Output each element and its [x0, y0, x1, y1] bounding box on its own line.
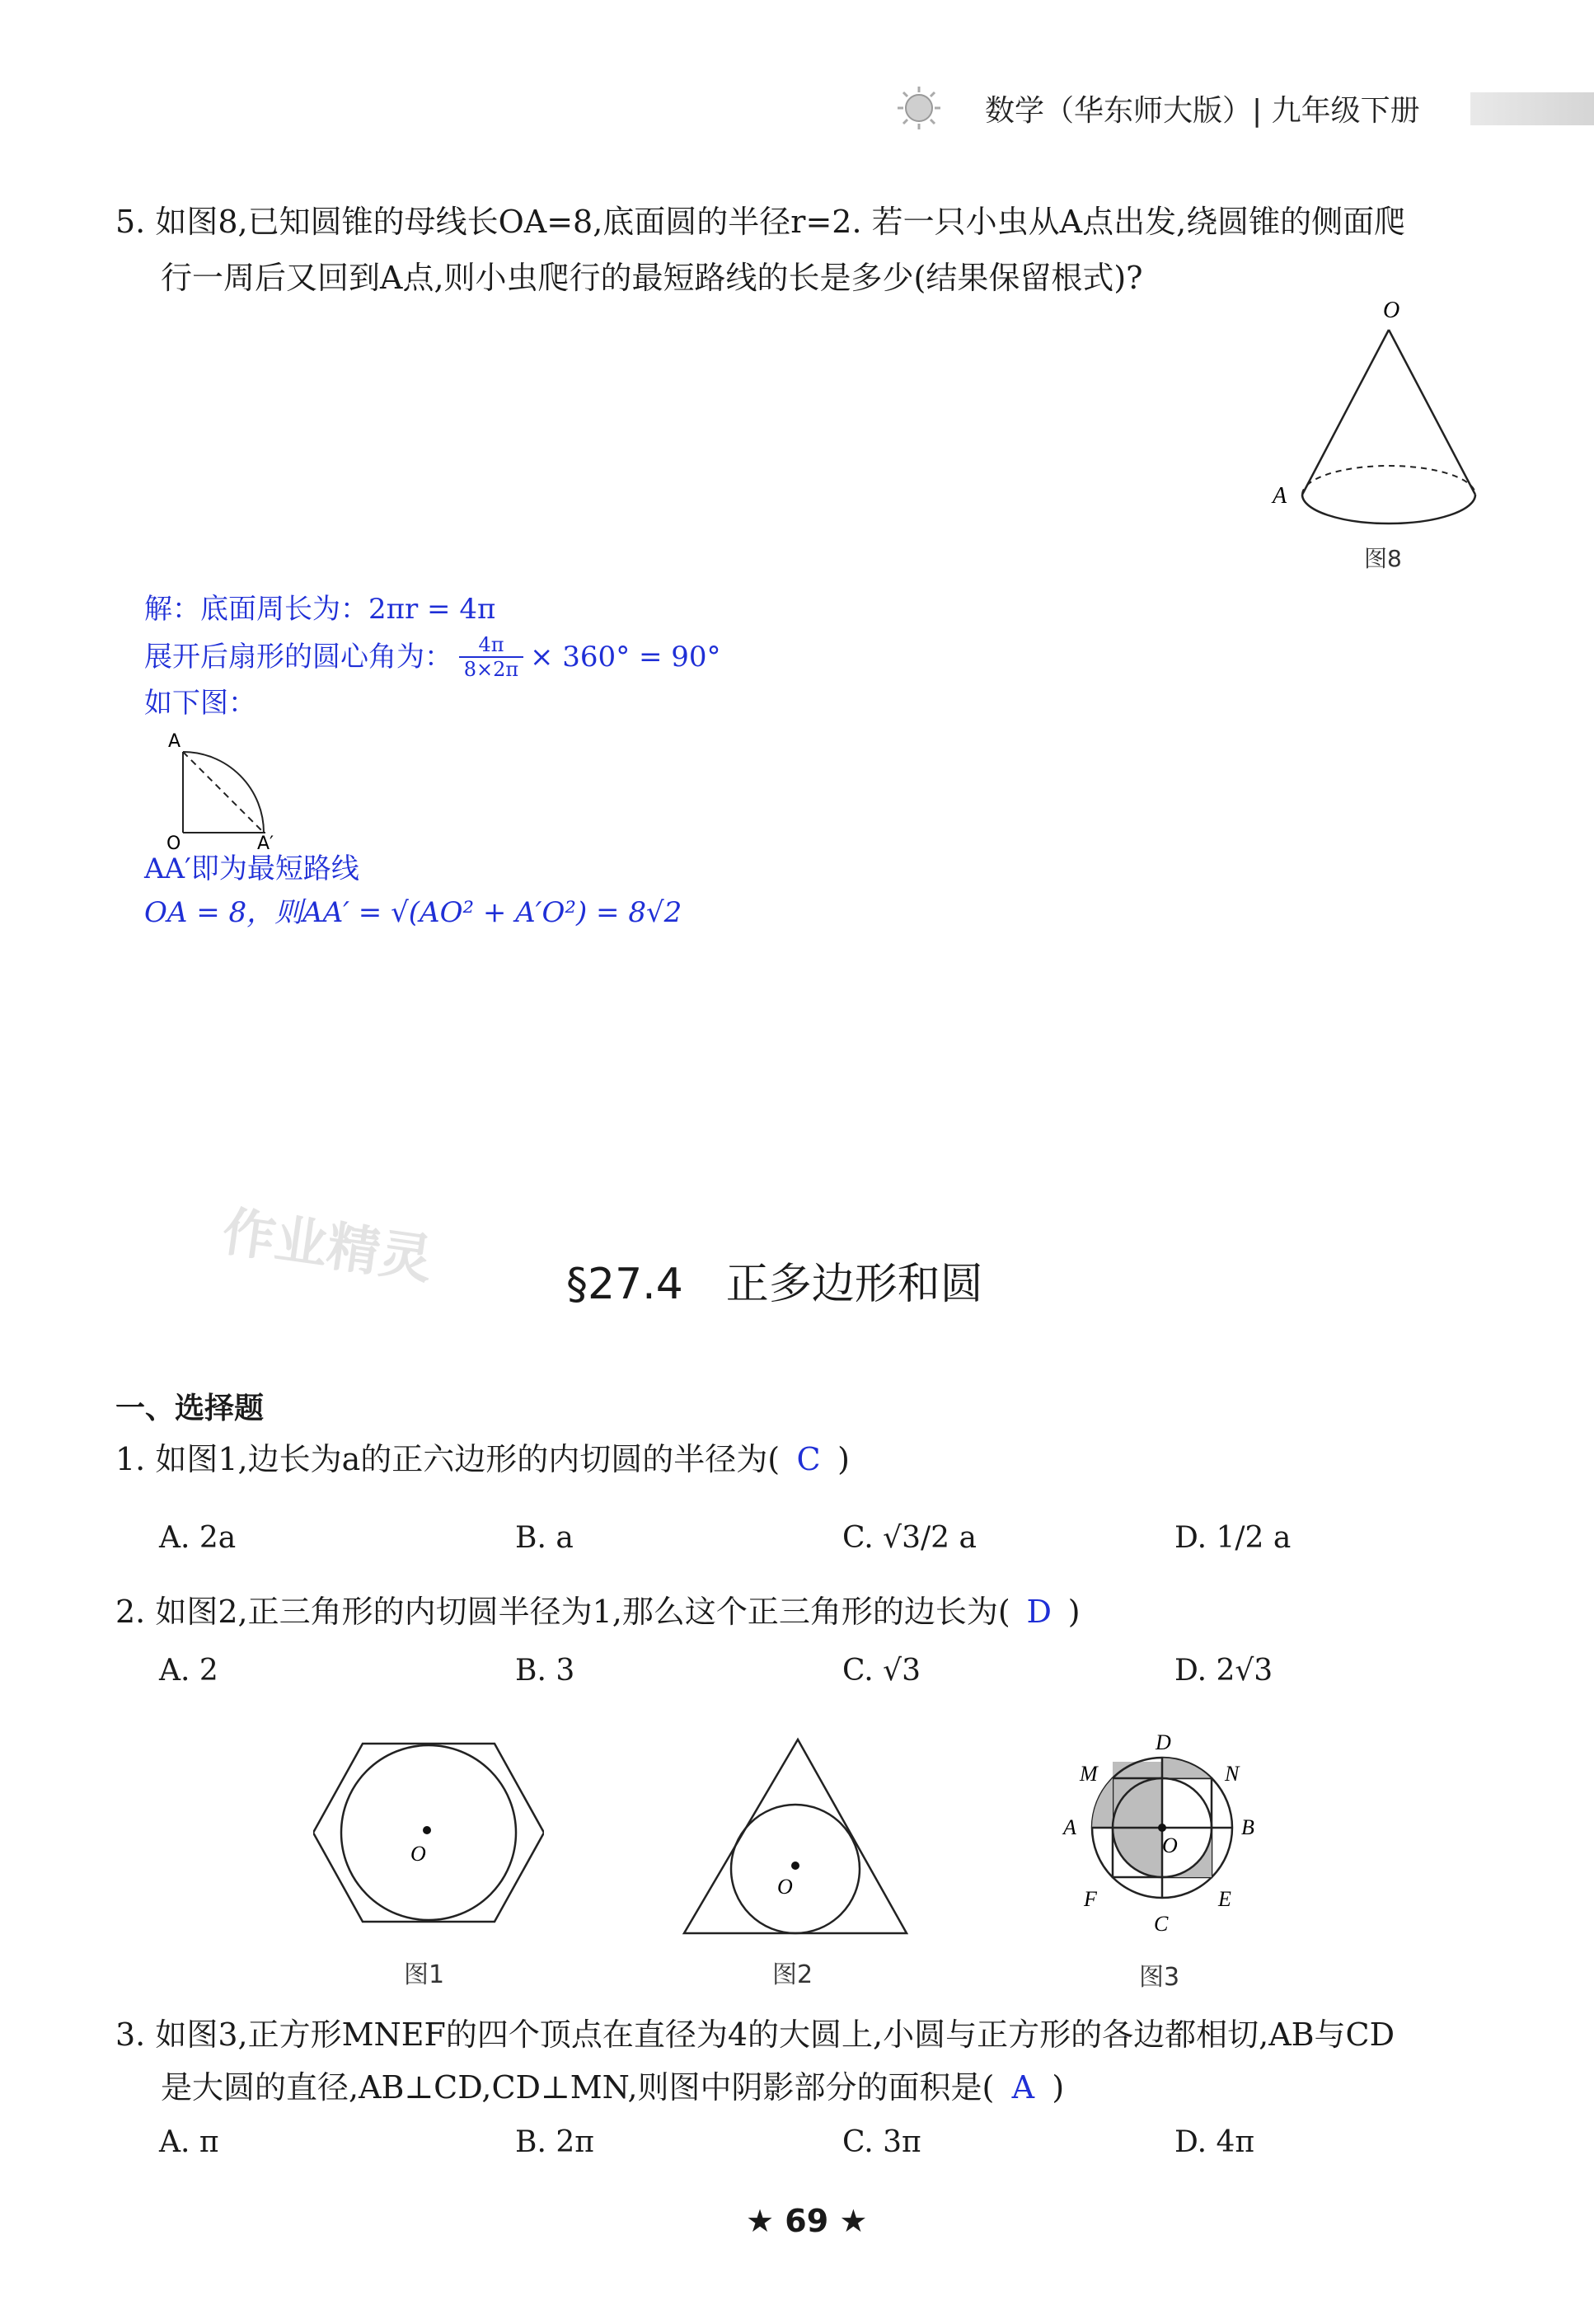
q1-option-d: D. 1/2 a	[1174, 1521, 1292, 1555]
fig3-label-n: N	[1225, 1762, 1240, 1786]
fig3-label-o: O	[1162, 1833, 1178, 1857]
solution-line5: OA = 8，则AA′ = √(AO² + A′O²) = 8√2	[144, 896, 682, 929]
fig3-label-f: F	[1084, 1887, 1097, 1911]
q2-option-b: B. 3	[515, 1654, 575, 1688]
q3-option-b: B. 2π	[515, 2125, 594, 2159]
fig2-caption: 图2	[772, 1960, 813, 1989]
q3-option-a: A. π	[159, 2125, 219, 2159]
section-heading: 一、选择题	[115, 1392, 265, 1425]
fig3-label-c: C	[1154, 1912, 1169, 1936]
q3-stem-row	[161, 2061, 1064, 2114]
q2-option-a: A. 2	[159, 1654, 218, 1688]
circle-square-figure	[1047, 1715, 1294, 1995]
q2-close: )	[1067, 1594, 1081, 1630]
q5-line1: 5. 如图8,已知圆锥的母线长OA=8,底面圆的半径r=2. 若一只小虫从A点出发,绕圆锥的侧面爬	[115, 204, 1406, 240]
q3-close: )	[1052, 2069, 1065, 2106]
sun-logo-icon	[890, 82, 948, 134]
q2-answer: D	[1026, 1594, 1052, 1630]
q2-option-d: D. 2√3	[1174, 1654, 1273, 1688]
cone-label-o: O	[1383, 298, 1400, 323]
fig3-caption: 图3	[1139, 1963, 1180, 1992]
fig3-label-d: D	[1156, 1730, 1171, 1754]
page-number: ★ 69 ★	[746, 2203, 868, 2239]
q5-line2: 行一周后又回到A点,则小虫爬行的最短路线的长是多少(结果保留根式)?	[161, 260, 1143, 296]
q2-option-c: C. √3	[842, 1654, 921, 1688]
q1-stem-row	[115, 1433, 850, 1486]
solution-line1: 解：底面周长为：2πr = 4π	[144, 593, 496, 626]
q3-option-c: C. 3π	[842, 2125, 921, 2159]
q1-answer: C	[796, 1441, 821, 1477]
page-header	[890, 82, 1594, 134]
cone-label-a: A	[1273, 483, 1287, 509]
q3-option-d: D. 4π	[1174, 2125, 1255, 2159]
fraction-denominator: 8×2π	[459, 656, 523, 681]
q1-option-b: B. a	[515, 1521, 574, 1555]
q1-option-c: C. √3/2 a	[842, 1521, 977, 1555]
fraction-numerator: 4π	[478, 633, 504, 656]
sector-figure	[142, 725, 315, 853]
solution-fraction	[459, 633, 523, 681]
solution-line2	[144, 633, 721, 681]
q2-stem-row	[115, 1585, 1081, 1638]
fig3-label-m: M	[1080, 1762, 1098, 1786]
q1-option-a: A. 2a	[159, 1521, 237, 1555]
fig3-label-b: B	[1241, 1815, 1254, 1839]
sector-label-a2: A′	[257, 833, 274, 853]
solution-line3: 如下图：	[144, 687, 256, 720]
sector-label-o: O	[166, 833, 181, 853]
fig1-caption: 图1	[404, 1960, 445, 1989]
section-title: §27.4 正多边形和圆	[566, 1260, 983, 1309]
fig2-center-label: O	[777, 1875, 793, 1899]
hexagon-figure	[313, 1727, 544, 1991]
sector-label-a: A	[168, 731, 181, 752]
fig3-label-e: E	[1218, 1887, 1231, 1911]
q3-line1: 3. 如图3,正方形MNEF的四个顶点在直径为4的大圆上,小圆与正方形的各边都相切,AB与CD	[115, 2016, 1395, 2053]
q1-close: )	[837, 1441, 850, 1477]
q2-stem: 2. 如图2,正三角形的内切圆半径为1,那么这个正三角形的边长为(	[115, 1594, 1010, 1630]
watermark: 作业精灵	[218, 1201, 437, 1292]
q3-answer: A	[1011, 2069, 1035, 2106]
header-bar	[1470, 92, 1594, 125]
solution-line4: AA′即为最短路线	[144, 852, 359, 885]
fig8-caption: 图8	[1364, 545, 1402, 572]
solution-line2-suffix: × 360° = 90°	[530, 641, 721, 674]
solution-line2-prefix: 展开后扇形的圆心角为：	[144, 641, 452, 674]
q3-stem: 是大圆的直径,AB⊥CD,CD⊥MN,则图中阴影部分的面积是(	[161, 2069, 995, 2106]
fig1-center-label: O	[410, 1842, 426, 1866]
cone-figure	[1261, 293, 1492, 589]
header-subject: 数学（华东师大版）| 九年级下册	[985, 94, 1420, 128]
triangle-figure	[680, 1735, 919, 1991]
q1-stem: 1. 如图1,边长为a的正六边形的内切圆的半径为(	[115, 1441, 781, 1477]
fig3-label-a: A	[1063, 1815, 1076, 1839]
